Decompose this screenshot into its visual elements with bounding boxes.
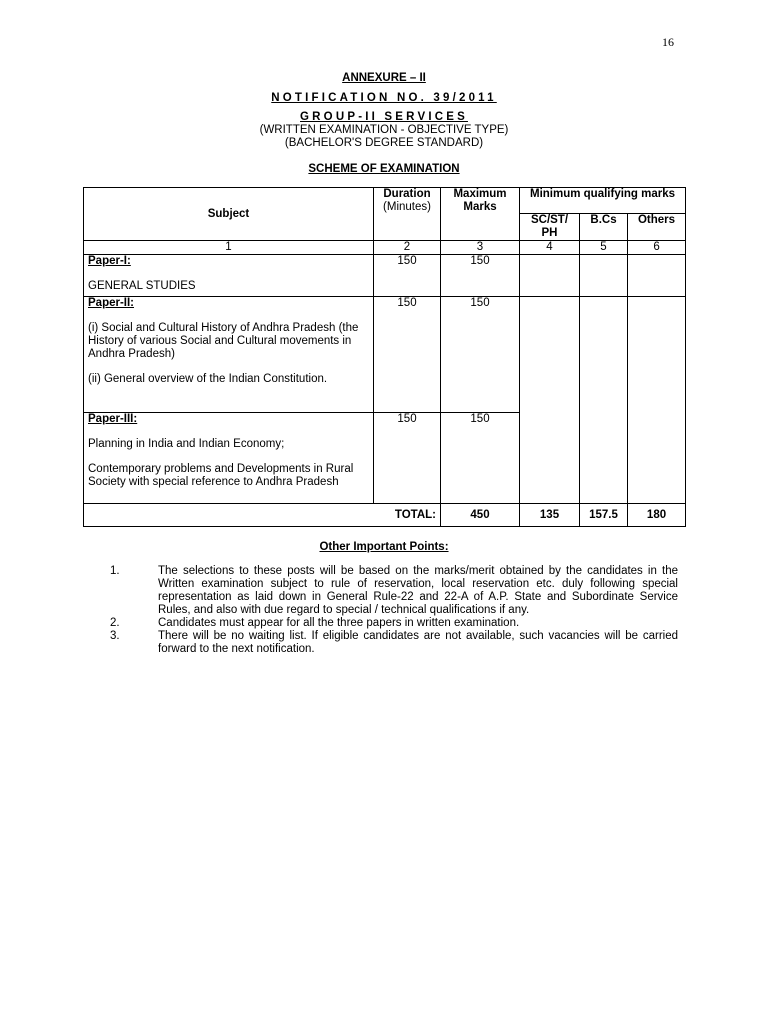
important-points-list	[110, 565, 678, 656]
annexure-title: ANNEXURE – II	[342, 72, 426, 84]
paper-1-marks: 150	[441, 255, 520, 297]
merged-sc-st	[520, 297, 580, 504]
list-item-number: 3.	[110, 630, 120, 642]
header-others: Others	[628, 214, 686, 241]
col-number: 6	[628, 241, 686, 255]
total-marks: 450	[441, 504, 520, 527]
paper-1-line: GENERAL STUDIES	[88, 280, 196, 292]
list-item-text: There will be no waiting list. If eligible candidates are not available, such vacancies will be carried forward to the next notification.	[158, 630, 678, 655]
important-points-title: Other Important Points:	[319, 541, 449, 553]
header-min-qualifying: Minimum qualifying marks	[520, 188, 686, 214]
total-bcs: 157.5	[580, 504, 628, 527]
degree-standard: (BACHELOR'S DEGREE STANDARD)	[284, 137, 484, 149]
paper-2-line: (ii) General overview of the Indian Constitution.	[88, 373, 328, 385]
scheme-title: SCHEME OF EXAMINATION	[308, 163, 460, 175]
paper-1-subject	[84, 255, 374, 297]
table-row-paper-1	[84, 255, 686, 297]
paper-3-marks: 150	[441, 413, 520, 504]
header-sc-st-ph	[520, 214, 580, 241]
list-item	[110, 630, 678, 656]
paper-3-line: Contemporary problems and Developments in Rural Society with special reference to Andhra Pradesh	[88, 463, 354, 488]
paper-3-duration: 150	[374, 413, 441, 504]
list-item	[110, 617, 678, 630]
paper-2-title: Paper-II:	[88, 297, 135, 309]
header-duration	[374, 188, 441, 241]
paper-3-line: Planning in India and Indian Economy;	[88, 438, 285, 450]
paper-2-line: (i) Social and Cultural History of Andhra Pradesh (the History of various Social and Cultural movements in Andhra Pradesh)	[88, 322, 359, 360]
paper-1-title: Paper-I:	[88, 255, 131, 267]
list-item-text: Candidates must appear for all the three papers in written examination.	[158, 617, 520, 629]
total-others: 180	[628, 504, 686, 527]
paper-3-title: Paper-III:	[88, 413, 138, 425]
exam-type: (WRITTEN EXAMINATION - OBJECTIVE TYPE)	[259, 124, 509, 136]
header-max-marks-line1: Maximum	[453, 188, 507, 200]
notification-number: NOTIFICATION NO. 39/2011	[271, 92, 497, 104]
page-number: 16	[662, 35, 674, 49]
header-subject: Subject	[84, 188, 374, 241]
header-duration-unit: (Minutes)	[383, 201, 431, 213]
header-duration-label: Duration	[383, 188, 431, 200]
paper-2-duration: 150	[374, 297, 441, 413]
group-title: GROUP-II SERVICES	[300, 111, 468, 123]
header-sc-st-line2: PH	[541, 227, 558, 239]
col-number: 4	[520, 241, 580, 255]
list-item-number: 1.	[110, 565, 120, 577]
scheme-table	[83, 187, 686, 527]
header-max-marks-line2: Marks	[463, 201, 497, 213]
paper-1-others	[628, 255, 686, 297]
col-number: 5	[580, 241, 628, 255]
col-number: 1	[84, 241, 374, 255]
list-item-text: The selections to these posts will be based on the marks/merit obtained by the candidates in the Written examination subject to rule of reservation, local reservation etc. duly following special representation as laid down in General Rule-22 and 22-A of A.P. State and Subordinate Service Rules, and also with due regard to special / technical qualifications if any.	[158, 565, 678, 616]
header-sc-st-line1: SC/ST/	[530, 214, 569, 226]
total-sc-st: 135	[520, 504, 580, 527]
header-bcs: B.Cs	[580, 214, 628, 241]
merged-others	[628, 297, 686, 504]
paper-2-marks: 150	[441, 297, 520, 413]
paper-1-bcs	[580, 255, 628, 297]
col-number: 3	[441, 241, 520, 255]
paper-1-sc-st	[520, 255, 580, 297]
list-item-number: 2.	[110, 617, 120, 629]
paper-1-duration: 150	[374, 255, 441, 297]
paper-2-subject	[84, 297, 374, 413]
table-row-total	[84, 504, 686, 527]
table-row-paper-2	[84, 297, 686, 413]
total-label: TOTAL:	[84, 504, 441, 527]
header-max-marks	[441, 188, 520, 241]
paper-3-subject	[84, 413, 374, 504]
col-number: 2	[374, 241, 441, 255]
merged-bcs	[580, 297, 628, 504]
list-item	[110, 565, 678, 617]
